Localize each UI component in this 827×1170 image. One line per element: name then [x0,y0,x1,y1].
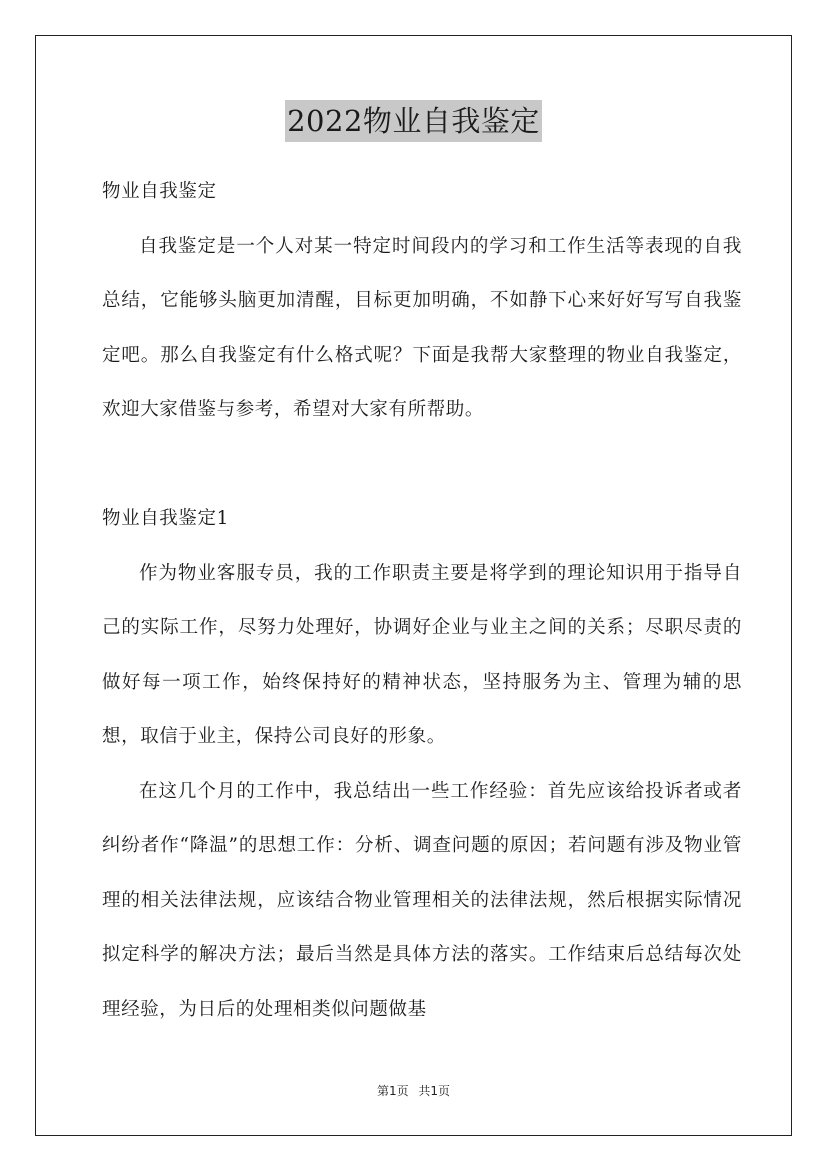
section-1 [102,492,742,1037]
section-heading: 物业自我鉴定1 [102,508,229,529]
paragraph: 作为物业客服专员，我的工作职责主要是将学到的理论知识用于指导自己的实际工作，尽努力处理好，协调好企业与业主之间的关系；尽职尽责的做好每一项工作，始终保持好的精神状态，坚持服务为主、管理为辅的思想，取信于业主，保持公司良好的形象。 [102,562,742,747]
section-heading: 物业自我鉴定 [102,181,217,202]
paragraph: 自我鉴定是一个人对某一特定时间段内的学习和工作生活等表现的自我总结，它能够头脑更加清醒，目标更加明确，不如静下心来好好写写自我鉴定吧。那么自我鉴定有什么格式呢？下面是我帮大家整理的物业自我鉴定，欢迎大家借鉴与参考，希望对大家有所帮助。 [102,235,742,420]
page-number: 第1页 [376,1084,409,1098]
section-intro [102,165,742,438]
page-total: 共1页 [418,1084,451,1098]
document-title: 2022物业自我鉴定 [285,100,542,142]
title-container [0,100,827,142]
section-spacer [102,438,742,493]
document-body [102,165,742,1037]
paragraph: 在这几个月的工作中，我总结出一些工作经验：首先应该给投诉者或者纠纷者作“降温”的思想工作：分析、调查问题的原因；若问题有涉及物业管理的相关法律法规，应该结合物业管理相关的法律法规，然后根据实际情况拟定科学的解决方法；最后当然是具体方法的落实。工作结束后总结每次处理经验，为日后的处理相类似问题做基 [102,780,742,1020]
page-footer [0,1082,827,1099]
